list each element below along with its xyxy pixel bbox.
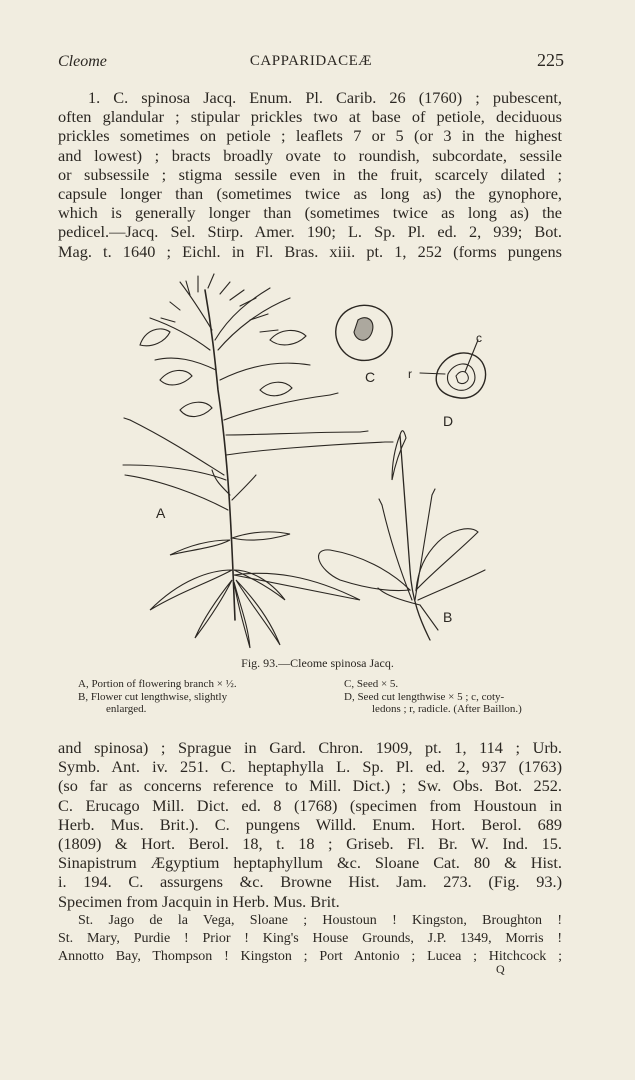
figure-label-d: D — [443, 413, 454, 429]
text-line: and spinosa) ; Sprague in Gard. Chron. 1909, pt. 1, 114 ; Urb. — [58, 738, 562, 757]
text-line: or subsessile ; stigma sessile even in the fruit, scarcely dilated ; — [58, 164, 562, 184]
text-line: often glandular ; stipular prickles two at base of petiole, deciduous — [58, 107, 562, 127]
text-line: Mag. t. 1640 ; Eichl. in Fl. Bras. xiii. pt. 1, 252 (forms pungens — [58, 241, 562, 261]
text-line: which is generally longer than (sometimes twice as long as) the — [58, 203, 562, 223]
text-line: (so far as concerns reference to Mill. Dict.) ; Sw. Obs. Bot. 252. — [58, 776, 562, 796]
figure-legend-left — [78, 678, 308, 716]
cleome-drawing — [120, 270, 560, 650]
localities-list — [58, 912, 562, 966]
locality-line: St. Jago de la Vega, Sloane ; Houstoun ! Kingston, Broughton ! — [78, 913, 562, 928]
text-line: pedicel.—Jacq. Sel. Stirp. Amer. 190; L. Sp. Pl. ed. 2, 939; Bot. — [58, 222, 562, 242]
figure-label-radicle: r — [408, 367, 412, 381]
text-line: Specimen from Jacquin in Herb. Mus. Brit. — [58, 891, 340, 911]
text-line: C. Erucago Mill. Dict. ed. 8 (1768) (specimen from Houstoun in — [58, 795, 562, 815]
text-line: Sinapistrum Ægyptium heptaphyllum &c. Sloane Cat. 80 & Hist. — [58, 853, 562, 873]
legend-entry: C, Seed × 5. — [344, 678, 399, 690]
botanical-illustration — [120, 270, 560, 650]
species-description — [58, 88, 562, 261]
figure-label-a: A — [156, 505, 166, 521]
signature-mark: Q — [496, 962, 505, 976]
running-title: Cleome — [58, 53, 107, 70]
page-number: 225 — [537, 50, 564, 70]
legend-entry: B, Flower cut lengthwise, slightly — [78, 690, 228, 703]
figure-label-cotyledons: c — [476, 331, 482, 345]
text-line: 1. C. spinosa Jacq. Enum. Pl. Carib. 26 (1760) ; pubescent, — [88, 88, 562, 107]
synonymy-paragraph — [58, 738, 562, 911]
figure-label-b: B — [443, 609, 453, 625]
text-line: Symb. Ant. iv. 251. C. heptaphylla L. Sp. Pl. ed. 2, 937 (1763) — [58, 757, 562, 777]
text-line: prickles sometimes on petiole ; leaflets 7 or 5 (or 3 in the highest — [58, 126, 562, 146]
legend-entry: A, Portion of flowering branch × ½. — [78, 678, 237, 690]
legend-entry: ledons ; r, radicle. (After Baillon.) — [372, 703, 522, 715]
legend-entry: D, Seed cut lengthwise × 5 ; c, coty- — [344, 690, 505, 703]
legend-entry: enlarged. — [106, 703, 147, 715]
text-line: i. 194. C. assurgens &c. Browne Hist. Jam. 273. (Fig. 93.) — [58, 872, 562, 892]
text-line: and lowest) ; bracts broadly ovate to roundish, subcordate, sessile — [58, 145, 562, 165]
locality-line: Annotto Bay, Thompson ! Kingston ; Port Antonio ; Lucea ; Hitchcock ; — [58, 949, 562, 964]
text-line: capsule longer than (sometimes twice as long as) the gynophore, — [58, 183, 562, 203]
text-line: Herb. Mus. Brit.). C. pungens Willd. Enum. Hort. Berol. 689 — [58, 814, 562, 834]
locality-line: St. Mary, Purdie ! Prior ! King's House Grounds, J.P. 1349, Morris ! — [58, 931, 562, 946]
figure-label-c: C — [365, 369, 376, 385]
running-header — [58, 50, 564, 74]
text-line: (1809) & Hort. Berol. 18, t. 18 ; Griseb. Fl. Br. W. Ind. 15. — [58, 833, 562, 853]
family-heading: CAPPARIDACEÆ — [249, 53, 373, 69]
figure-legend-right — [344, 678, 570, 716]
figure-caption: Fig. 93.—Cleome spinosa Jacq. — [241, 656, 394, 670]
